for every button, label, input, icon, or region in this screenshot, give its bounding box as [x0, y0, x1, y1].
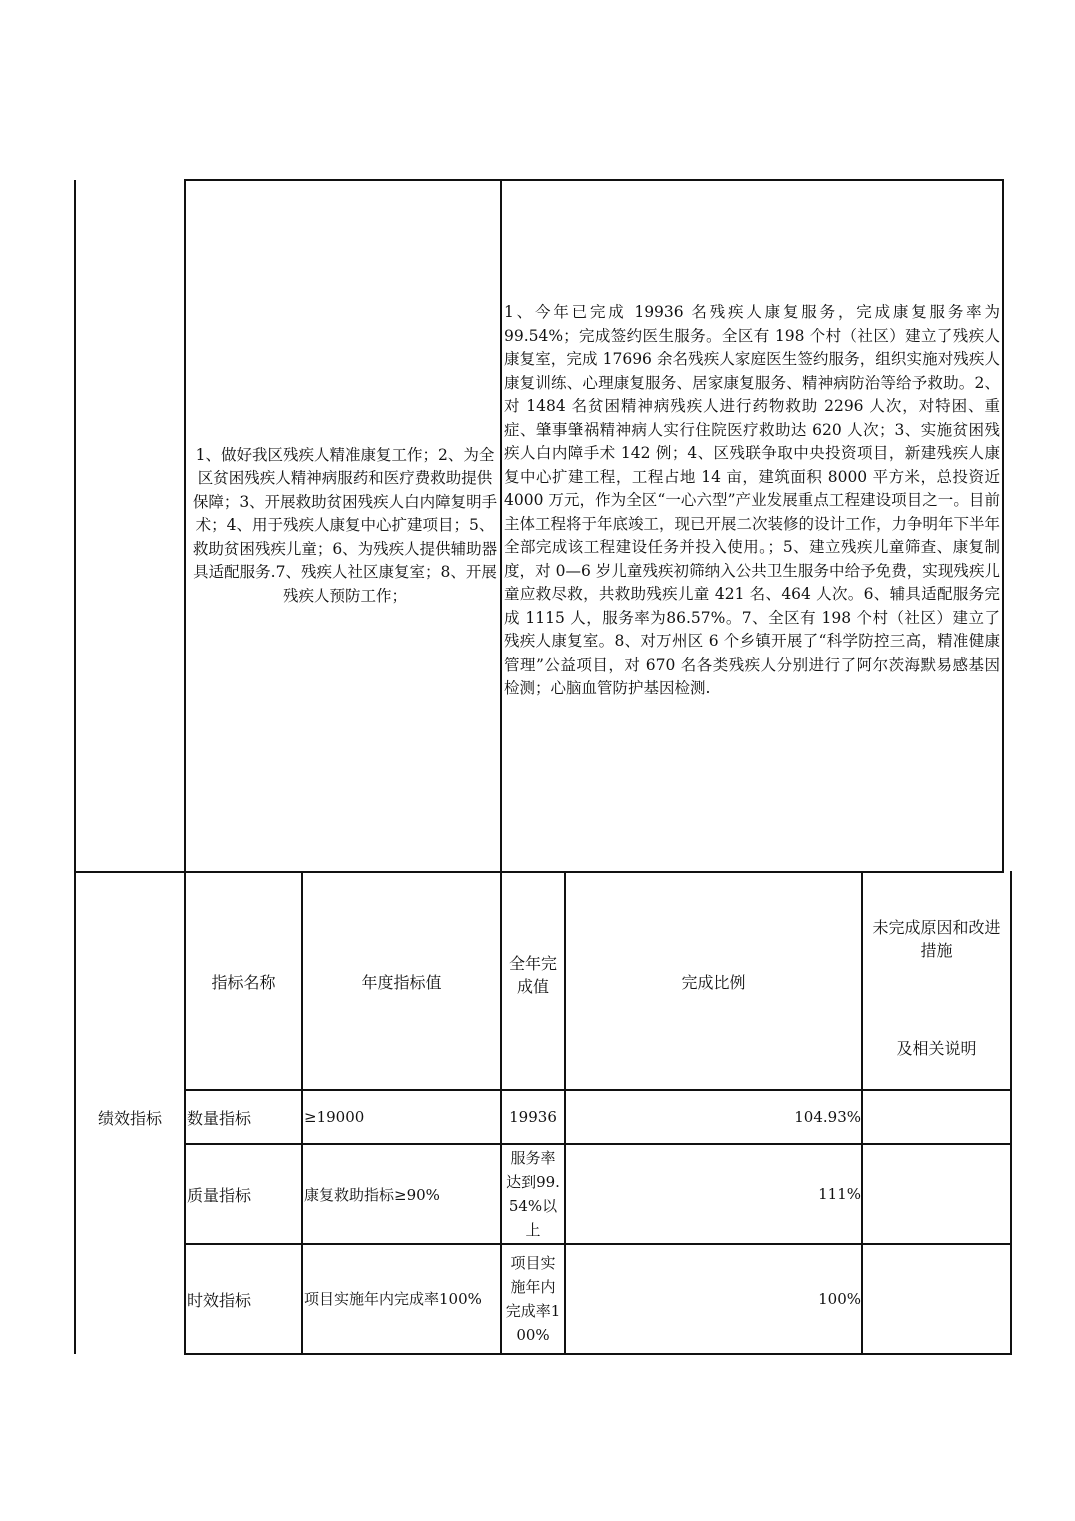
- header-actual-cell: [502, 873, 564, 1089]
- header-note-line2: 及相关说明: [896, 1039, 977, 1058]
- header-name: 指标名称: [211, 972, 276, 992]
- header-target: 年度指标值: [361, 972, 442, 992]
- row2-note-cell: [863, 1145, 1010, 1243]
- row3-name-cell: [187, 1245, 301, 1353]
- row2-ratio: 111%: [818, 1185, 861, 1203]
- row3-note-cell: [863, 1245, 1010, 1353]
- row2-name-cell: [187, 1145, 301, 1243]
- upper-left-line: [184, 179, 186, 873]
- left-border-line: [74, 180, 76, 1354]
- row2-ratio-cell: [566, 1145, 861, 1243]
- row2-target: 康复救助指标≥90%: [304, 1185, 440, 1204]
- result-content-cell: [503, 181, 1001, 871]
- upper-right-line: [1002, 179, 1004, 873]
- row1-actual: 19936: [509, 1108, 557, 1126]
- header-ratio-cell: [566, 873, 861, 1089]
- header-ratio: 完成比例: [681, 972, 746, 992]
- row3-target: 项目实施年内完成率100%: [304, 1290, 482, 1308]
- row3-actual-cell: [502, 1245, 564, 1353]
- row3-ratio: 100%: [818, 1290, 861, 1308]
- row1-ratio-cell: [566, 1091, 861, 1143]
- plan-text: 1、做好我区残疾人精准康复工作；2、为全区贫困残疾人精神病服药和医疗费救助提供保障；3、开展救助贫困残疾人白内障复明手术；4、用于残疾人康复中心扩建项目；5、救助贫困残疾儿童；6、为残疾人提供辅助器具适配服务.7、残疾人社区康复室；8、开展残疾人预防工作；: [192, 445, 498, 605]
- row1-target-cell: [304, 1091, 500, 1143]
- row3-target-cell: [304, 1245, 500, 1353]
- row3-ratio-cell: [566, 1245, 861, 1353]
- upper-mid-line: [500, 179, 502, 873]
- header-note-cell: [863, 873, 1010, 1089]
- row1-ratio: 104.93%: [794, 1108, 861, 1126]
- header-actual: 全年完成值: [508, 954, 557, 996]
- row3-actual: 项目实施年内完成率100%: [505, 1254, 561, 1344]
- result-text: 1、今年已完成 19936 名残疾人康复服务，完成康复服务率为99.54%；完成签约医生服务。全区有 198 个村（社区）建立了残疾人康复室，完成 17696 余名残疾人家庭医生签约服务，组织实施对残疾人康复训练、心理康复服务、居家康复服务、精神病防治等给予救助。2、对 1484 名贫困精神病残疾人进行药物救助 2296 人次，对特困、重症、肇事肇祸精神病人实行住院医疗救助达 620 人次；3、实施贫困残疾人白内障手术 142 例；4、区残联争取中央投资项目，新建残疾人康复中心扩建工程，工程占地 14 亩，建筑面积 8000 平方米，总投资近 4000 万元，作为全区“一心六型”产业发展重点工程建设项目之一。目前主体工程将于年底竣工，现已开展二次装修的设计工作，力争明年下半年全部完成该工程建设任务并投入使用。；5、建立残疾儿童筛查、康复制度，对 0—6 岁儿童残疾初筛纳入公共卫生服务中给予免费，实现残疾儿童应救尽救，共救助残疾儿童 421 名、464 人次。6、辅具适配服务完成 1115 人，服务率为86.57%。7、全区有 198 个村（社区）建立了残疾人康复室。8、对万州区 6 个乡镇开展了“科学防控三高，精准健康管理”公益项目，对 670 名各类残疾人分别进行了阿尔茨海默易感基因检测；心脑血管防护基因检测.: [504, 303, 1001, 698]
- row1-target: ≥19000: [304, 1108, 365, 1126]
- row2-actual-cell: [502, 1145, 564, 1243]
- row1-actual-cell: [502, 1091, 564, 1143]
- lower-v-6: [1010, 871, 1012, 1355]
- row2-actual: 服务率达到99.54%以上: [506, 1149, 560, 1239]
- header-name-cell: [186, 873, 301, 1089]
- section-label: 绩效指标: [97, 1108, 162, 1128]
- row3-name: 时效指标: [187, 1290, 252, 1310]
- section-label-cell: [76, 1090, 184, 1144]
- header-target-cell: [303, 873, 500, 1089]
- row1-name: 数量指标: [187, 1108, 252, 1128]
- row1-name-cell: [187, 1091, 301, 1143]
- plan-content-cell: [190, 181, 500, 871]
- header-note-line1: 未完成原因和改进措施: [872, 918, 1001, 960]
- lower-h-4: [184, 1353, 1012, 1355]
- row1-note-cell: [863, 1091, 1010, 1143]
- row2-target-cell: [304, 1145, 500, 1243]
- row2-name: 质量指标: [187, 1185, 252, 1205]
